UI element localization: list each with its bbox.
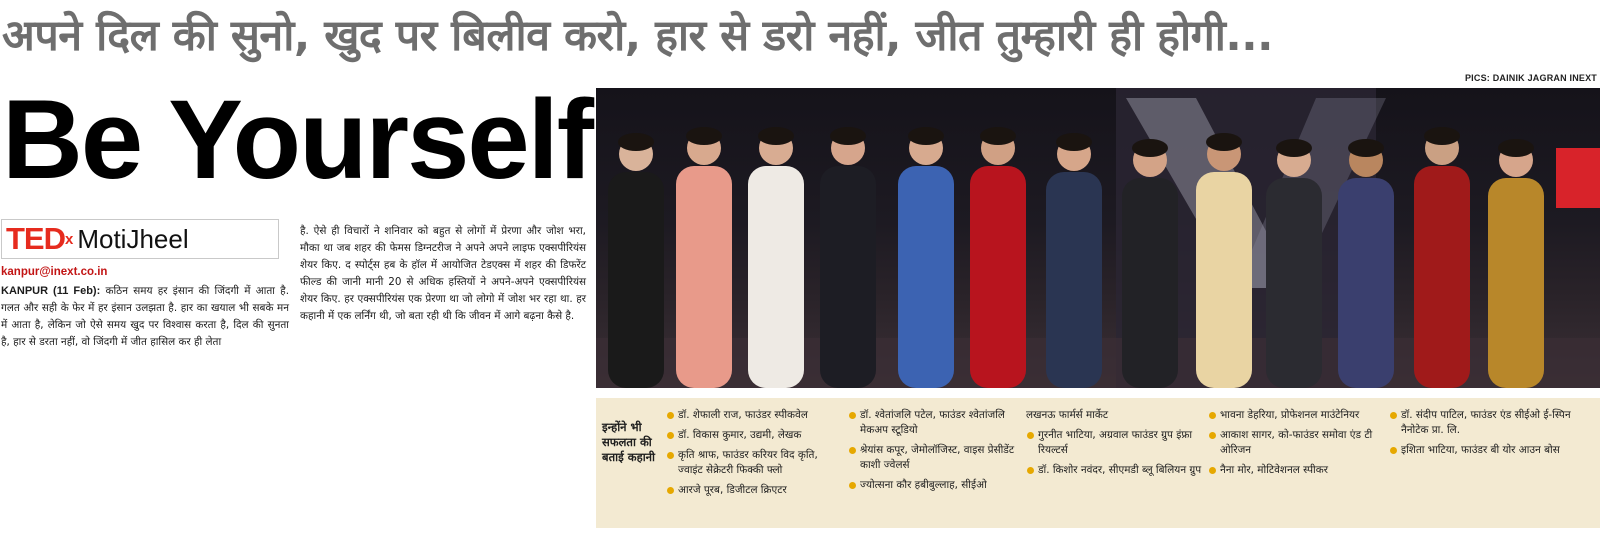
person-body — [1414, 166, 1470, 388]
tedx-logo-x: x — [65, 230, 74, 248]
speaker-item: नैना मोर, मोटिवेशनल स्पीकर — [1208, 463, 1386, 478]
speaker-item: डॉ. शेफाली राज, फाउंडर स्पीकवेल — [666, 408, 844, 423]
speakers-list-4 — [1208, 408, 1386, 483]
person-hair — [686, 127, 722, 145]
person-body — [1046, 172, 1102, 388]
speaker-item: आकाश सागर, को-फाउंडर समोवा एंड टी ओरिजन — [1208, 428, 1386, 458]
dateline: KANPUR (11 Feb): — [1, 285, 101, 297]
stage-banner — [1556, 148, 1600, 208]
person-hair — [758, 127, 794, 145]
person-hair — [1424, 127, 1460, 145]
person-hair — [1276, 139, 1312, 157]
headline: अपने दिल की सुनो, खुद पर बिलीव करो, हार से डरो नहीं, जीत तुम्हारी ही होगी... — [2, 11, 1273, 61]
person-hair — [1132, 139, 1168, 157]
photo-credit: PICS: DAINIK JAGRAN INEXT — [1464, 73, 1597, 83]
person-hair — [1348, 139, 1384, 157]
person-body — [748, 166, 804, 388]
speakers-list-3 — [1026, 408, 1204, 483]
person-body — [1488, 178, 1544, 388]
person-body — [1266, 178, 1322, 388]
email-link[interactable]: kanpur@inext.co.in — [1, 266, 108, 278]
speaker-item: गुरनीत भाटिया, अग्रवाल फाउंडर ग्रुप इंफ्रा रियल्टर्स — [1026, 428, 1204, 458]
person-hair — [830, 127, 866, 145]
speaker-item: श्रेयांस कपूर, जेमोलॉजिस्ट, वाइस प्रेसीडेंट काशी ज्वेलर्स — [848, 443, 1022, 473]
person-hair — [980, 127, 1016, 145]
speakers-list-1 — [666, 408, 844, 503]
speakers-panel — [596, 398, 1600, 528]
person-hair — [1206, 133, 1242, 151]
speaker-item: भावना डेहरिया, प्रोफेशनल माउंटेनियर — [1208, 408, 1386, 423]
speaker-item: आरजे पूरब, डिजीटल क्रिएटर — [666, 483, 844, 498]
person-hair — [618, 133, 654, 151]
person-body — [1338, 178, 1394, 388]
speaker-item: ज्योत्सना कौर हबीबुल्लाह, सीईओ — [848, 478, 1022, 493]
panel-title: इन्होंने भी सफलता की बताई कहानी — [602, 420, 656, 464]
speaker-item: डॉ. श्वेतांजलि पटेल, फाउंडर श्वेतांजलि मेकअप स्टूडियो — [848, 408, 1022, 438]
person-hair — [908, 127, 944, 145]
person-body — [1196, 172, 1252, 388]
person-body — [898, 166, 954, 388]
speakers-list-2 — [848, 408, 1022, 498]
speaker-item: इशिता भाटिया, फाउंडर बी योर आउन बोस — [1389, 443, 1594, 458]
masthead-title: Be Yourself — [2, 77, 593, 202]
person-body — [820, 166, 876, 388]
speaker-item: लखनऊ फार्मर्स मार्केट — [1026, 409, 1109, 421]
group-photo — [596, 88, 1600, 388]
tedx-logo-ted: TED — [6, 221, 65, 256]
speaker-item: डॉ. संदीप पाटिल, फाउंडर एंड सीईओ ई-स्पिन नैनोटेक प्रा. लि. — [1389, 408, 1594, 438]
group-photo-illustration — [596, 88, 1600, 388]
article-column-1 — [1, 283, 289, 351]
speaker-item: कृति श्राफ, फाउंडर करियर विद कृति, ज्वाइंट सेक्रेटरी फिक्की फ्लो — [666, 448, 844, 478]
person-body — [608, 172, 664, 388]
tedx-logo-name: MotiJheel — [77, 223, 189, 254]
speaker-item: डॉ. विकास कुमार, उद्यमी, लेखक — [666, 428, 844, 443]
person-body — [970, 166, 1026, 388]
tedx-logo — [1, 219, 279, 259]
person-body — [1122, 178, 1178, 388]
person-body — [676, 166, 732, 388]
person-hair — [1498, 139, 1534, 157]
person-hair — [1056, 133, 1092, 151]
speaker-item: डॉ. किशोर नवंदर, सीएमडी ब्लू बिलियन ग्रुप — [1026, 463, 1204, 478]
speakers-list-5 — [1389, 408, 1594, 463]
article-column-2: है. ऐसे ही विचारों ने शनिवार को बहुत से लोगों में प्रेरणा और जोश भरा, मौका था जब शहर की फेमस डिग्नटरीज ने अपने अपने लाइफ एक्सपीरियंस शेयर किए. द स्पोर्ट्स हब के हॉल में आयोजित टेडएक्स में शहर की डिफरेंट फील्ड की जानी मानी 20 से अधिक हस्तियों ने अपने-अपने एक्सपीरियंस शेयर किए. हर एक्सपीरियंस एक प्रेरणा था जो लोगो में जोश भर रहा था. हर कहानी में एक लर्निंग थी, जो बता रही थी कि जीवन में आगे बढ़ना कैसे है. — [300, 225, 586, 322]
article-text-1: कठिन समय हर इंसान की जिंदगी में आता है. गलत और सही के फेर में हर इंसान उलझता है. हार का खयाल भी सबके मन में आता है, लेकिन जो ऐसे समय खुद पर विश्वास करता है, दिल की सुनता है, हार से डरता नहीं, वो जिंदगी में जीत हासिल कर ही लेता — [1, 285, 290, 348]
